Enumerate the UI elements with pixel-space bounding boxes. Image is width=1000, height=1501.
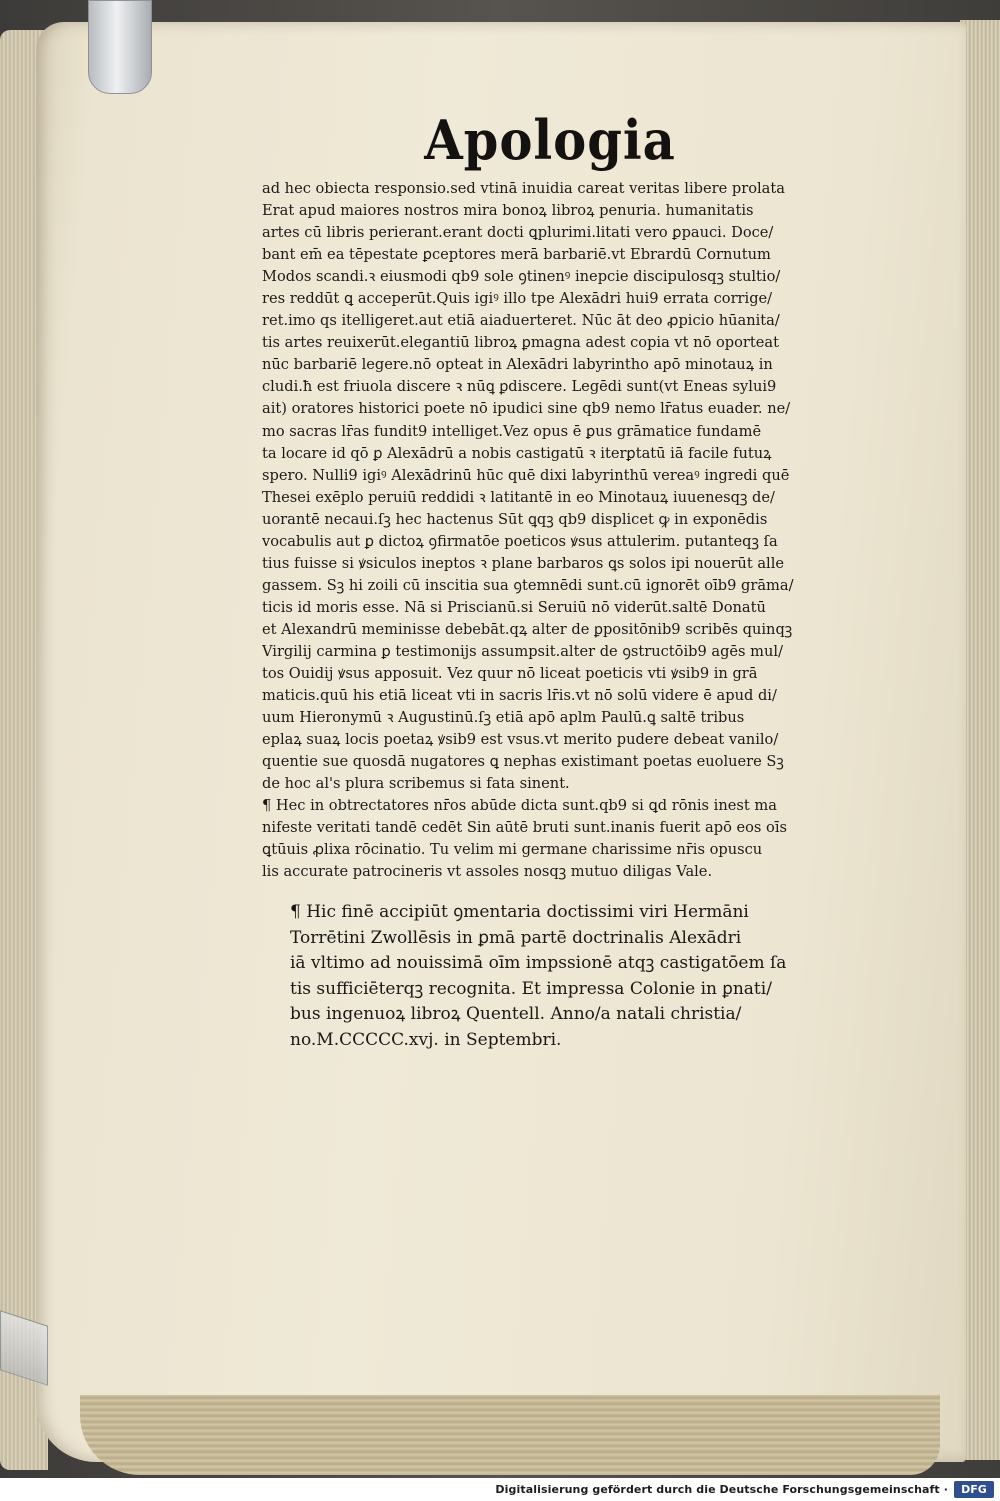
- text-line: artes cū libris perierant.erant docti ꝗplurimi.litati vero ꝑpauci. Doce/: [262, 224, 774, 242]
- text-line: Torrētini Zwollēsis in ꝑmā partē doctrinalis Alexādri: [290, 927, 742, 948]
- text-line: eplaꝝ suaꝝ locis poetaꝝ ꝟsib9 est vsus.vt merito pudere debeat vanilo/: [262, 731, 779, 749]
- dfg-logo-icon: DFG: [954, 1481, 994, 1498]
- text-line: uum Hieronymū ꝛ Augustinū.ſꝫ etiā apō aplm Paulū.ꝗ saltē tribus: [262, 709, 745, 727]
- text-line: nūc barbariē legere.nō opteat in Alexādri labyrintho apō minotauꝝ in: [262, 356, 773, 374]
- metal-clip: [88, 0, 152, 94]
- text-line: bant em̄ ea tēpestate ꝑceptores merā barbariē.vt Ebrardū Cornutum: [262, 246, 771, 264]
- text-line: Erat apud maiores nostros mira bonoꝝ libroꝝ penuria. humanitatis: [262, 202, 754, 220]
- text-line: vocabulis aut ꝑ dictoꝝ ꝯfirmatōe poeticos ꝟsus attulerim. putanteqꝫ ſa: [262, 532, 778, 550]
- text-line: Virgilij carmina ꝑ testimonijs assumpsit.alter de ꝯstructōib9 agēs mul/: [262, 642, 784, 660]
- text-line: ad hec obiecta responsio.sed vtinā inuidia careat veritas libere prolata: [262, 180, 785, 197]
- body-text: [262, 178, 874, 884]
- text-line: de hoc al's plura scribemus si fata sinent.: [262, 775, 570, 793]
- text-line: Thesei exēplo peruiū reddidi ꝛ latitantē in eo Minotauꝝ iuuenesqꝫ de/: [262, 488, 775, 506]
- footer-bar: [0, 1478, 1000, 1501]
- text-line: et Alexandrū meminisse debebāt.qꝝ alter de ꝑpositōnib9 scribēs quinqꝫ: [262, 620, 793, 638]
- footer-credit: Digitalisierung gefördert durch die Deutsche Forschungsgemeinschaft ·: [495, 1483, 948, 1496]
- text-line: res reddūt ꝗ acceperūt.Quis igiꝰ illo tpe Alexādri hui9 errata corrige/: [262, 290, 773, 308]
- text-line: nifeste veritati tandē cedēt Sin aūtē bruti sunt.inanis fuerit apō eos oīs: [262, 819, 787, 837]
- text-line: no.M.CCCCC.xvj. in Septembri.: [290, 1029, 562, 1050]
- text-line: ꝗtūuis ꝓlixa rōcinatio. Tu velim mi germane charissime nr̄is opuscu: [262, 841, 763, 859]
- text-line: uorantē necaui.ſꝫ hec hactenus Sūt ꝗqꝫ qb9 displicet ꝙ in exponēdis: [262, 510, 768, 528]
- text-line: tis sufficiēterqꝫ recognita. Et impressa Colonie in ꝑnati/: [290, 978, 772, 999]
- text-line: mo sacras lr̄as fundit9 intelliget.Vez opus ē ꝑus grāmatice fundamē: [262, 422, 762, 440]
- page-heading: Apologia: [424, 108, 676, 172]
- text-line: gassem. Sꝫ hi zoili cū inscitia sua ꝯtemnēdi sunt.cū ignorēt oīb9 grāma/: [262, 576, 794, 594]
- text-line: Modos scandi.ꝛ eiusmodi qb9 sole ꝯtinenꝰ inepcie discipulosqꝫ stultio/: [262, 268, 781, 286]
- text-line: iā vltimo ad nouissimā oīm impssionē atqꝫ castigatōem ſa: [290, 953, 787, 973]
- text-line: quentie sue quosdā nugatores ꝗ nephas existimant poetas euoluere Sꝫ: [262, 753, 784, 771]
- text-line: tos Ouidij ꝟsus apposuit. Vez quur nō liceat poeticis vti ꝟsib9 in grā: [262, 665, 758, 683]
- text-line: ¶ Hec in obtrectatores nr̄os abūde dicta sunt.qb9 si ꝗd rōnis inest ma: [262, 797, 777, 815]
- text-line: spero. Nulli9 igiꝰ Alexādrinū hūc quē dixi labyrinthū vereaꝰ ingredi quē: [262, 466, 790, 484]
- text-line: ta locare id qō ꝑ Alexādrū a nobis castigatū ꝛ iterꝑtatū iā facile futuꝝ: [262, 444, 772, 462]
- page-bottom-edge: [80, 1395, 940, 1475]
- text-line: ret.imo qs itelligeret.aut etiā aiaduerteret. Nūc āt deo ꝓpicio hūanita/: [262, 312, 780, 330]
- colophon-text: [290, 900, 850, 1053]
- right-page-edge: [960, 20, 1000, 1460]
- text-line: tis artes reuixerūt.elegantiū libroꝝ ꝑmagna adest copia vt nō oporteat: [262, 334, 779, 352]
- text-line: bus ingenuoꝝ libroꝝ Quentell. Anno/a natali christia/: [290, 1004, 742, 1024]
- text-line: ait) oratores historici poete nō ipudici sine qb9 nemo lr̄atus euader. ne/: [262, 400, 791, 418]
- text-line: ¶ Hic finē accipiūt ꝯmentaria doctissimi viri Hermāni: [290, 902, 749, 922]
- text-line: tius fuisse si ꝟsiculos ineptos ꝛ plane barbaros ꝗs solos ipi nouerūt alle: [262, 554, 784, 572]
- text-line: maticis.quū his etiā liceat vti in sacris lr̄is.vt nō solū videre ē apud di/: [262, 687, 777, 705]
- text-line: lis accurate patrocineris vt assoles nosqꝫ mutuo diligas Vale.: [262, 863, 713, 881]
- text-line: cludi.ħ est friuola discere ꝛ nūꝗ ꝑdiscere. Legēdi sunt(vt Eneas sylui9: [262, 378, 777, 396]
- text-line: ticis id moris esse. Nā si Priscianū.si Seruiū nō viderūt.saltē Donatū: [262, 598, 766, 616]
